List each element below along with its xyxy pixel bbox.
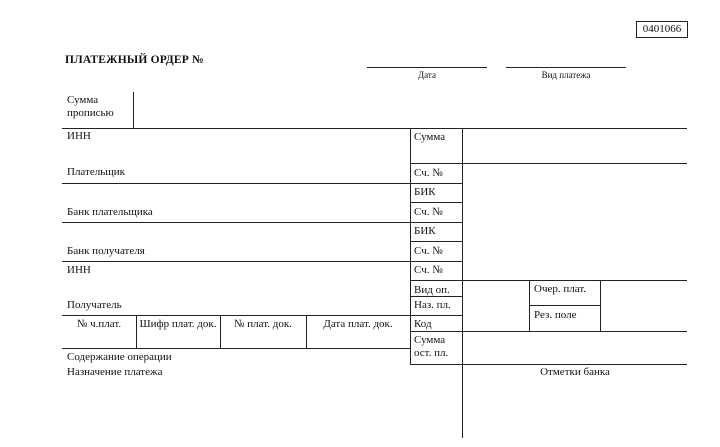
payee-bank-line [62,261,410,262]
payment-type-label: Вид платежа [541,70,591,80]
payee-label: Получатель [67,299,122,311]
priority-right-line [600,280,601,331]
payer-bank-line [62,222,410,223]
payment-purpose-label: Назначение платежа [67,366,163,378]
bank-marks-divider [462,364,463,438]
remaining-field[interactable] [410,364,687,365]
code-line [410,331,687,332]
inn-payer-label: ИНН [67,130,91,142]
op-type-label: Вид оп. [414,284,450,296]
purpose-code-line [410,315,462,316]
purpose-code-label: Наз. пл. [414,299,451,311]
amount-words-field[interactable] [62,128,687,129]
acc2-label: Сч. № [414,206,443,218]
doc-columns-bottom-line [62,348,410,349]
form-code: 0401066 [642,23,682,35]
amount-field[interactable] [410,163,687,164]
op-type-line [410,296,462,297]
acc1-line [410,183,462,184]
amount-words-divider [133,92,134,128]
payer-line [62,183,410,184]
acc4-label: Сч. № [414,264,443,276]
payer-bank-label: Банк плательщика [67,206,153,218]
date-label: Дата [418,70,436,80]
doc-col-4: Дата плат. док. [323,318,393,330]
document-title: ПЛАТЕЖНЫЙ ОРДЕР № [65,54,204,66]
bik2-label: БИК [414,225,436,237]
acc2-line [410,222,462,223]
operation-content-label: Содержание операции [67,351,172,363]
inn-payee-label: ИНН [67,264,91,276]
remaining-label-1: Сумма [414,334,446,346]
doc-col-3: № плат. док. [234,318,292,330]
acc3-label: Сч. № [414,245,443,257]
date-field[interactable] [367,67,487,68]
reserve-label: Рез. поле [534,309,577,321]
bik1-line [410,202,462,203]
acc4-line [410,280,687,281]
code-label: Код [414,318,432,330]
priority-label: Очер. плат. [534,283,587,295]
doc-col-1: № ч.плат. [76,318,122,330]
amount-label: Сумма [414,131,446,143]
priority-line [529,305,600,306]
bik1-label: БИК [414,186,436,198]
bik2-line [410,241,462,242]
doc-col-2: Шифр плат. док. [139,318,217,330]
remaining-label-2: ост. пл. [414,347,449,359]
amount-words-label-2: прописью [67,107,114,119]
payment-type-field[interactable] [506,67,626,68]
payer-label: Плательщик [67,166,125,178]
bank-marks-label: Отметки банка [540,366,610,378]
payee-line [62,315,410,316]
amount-words-label-1: Сумма [67,94,99,106]
payee-bank-label: Банк получателя [67,245,145,257]
acc3-line [410,261,462,262]
acc1-label: Сч. № [414,167,443,179]
